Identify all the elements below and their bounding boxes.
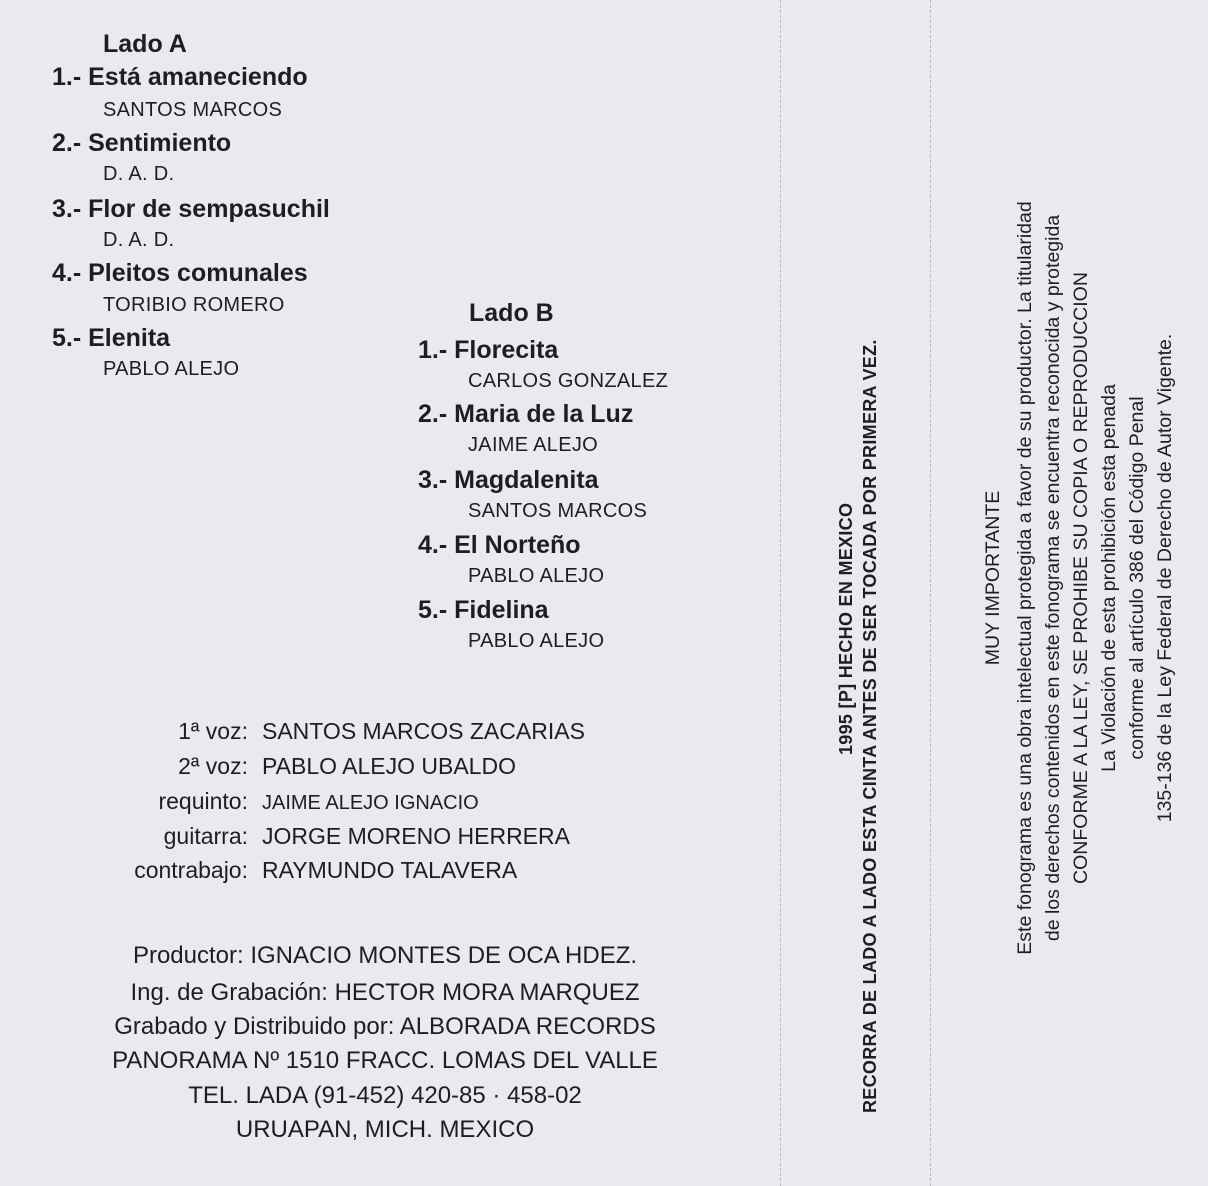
side-a-track-title: 3.- Flor de sempasuchil xyxy=(52,195,330,223)
producer-line: Productor: IGNACIO MONTES DE OCA HDEZ. xyxy=(132,942,638,969)
side-b-track-title: 1.- Florecita xyxy=(418,336,559,364)
side-a-track-author: PABLO ALEJO xyxy=(103,358,240,380)
side-a-track-title: 2.- Sentimiento xyxy=(52,129,232,157)
side-b-track-author: JAIME ALEJO xyxy=(468,434,599,456)
credit-role: 2ª voz: xyxy=(178,753,248,779)
notice-line: conforme al artículo 386 del Código Penal xyxy=(1126,396,1148,760)
side-a-track-author: SANTOS MARCOS xyxy=(103,99,283,121)
credit-role: 1ª voz: xyxy=(178,718,248,744)
credit-row xyxy=(40,823,570,850)
notice-line: La Violación de esta prohibición esta penada xyxy=(1098,384,1120,772)
side-a-track-author: D. A. D. xyxy=(103,229,175,251)
spine-copyright-line: 1995 [P] HECHO EN MEXICO xyxy=(836,502,856,755)
address-line: PANORAMA Nº 1510 FRACC. LOMAS DEL VALLE xyxy=(112,1047,658,1074)
credit-name: PABLO ALEJO UBALDO xyxy=(262,753,516,779)
side-b-track-author: CARLOS GONZALEZ xyxy=(468,370,669,392)
credit-row xyxy=(40,857,517,884)
credit-name: SANTOS MARCOS ZACARIAS xyxy=(262,718,585,744)
notice-line: Este fonograma es una obra intelectual protegida a favor de su productor. La titularidad xyxy=(1014,201,1036,955)
credit-name: RAYMUNDO TALAVERA xyxy=(262,857,518,883)
side-a-track-author: TORIBIO ROMERO xyxy=(103,294,285,316)
side-a-track-author: D. A. D. xyxy=(103,163,175,185)
side-a-track-title: 5.- Elenita xyxy=(52,324,171,352)
side-b-track-title: 2.- Maria de la Luz xyxy=(418,400,634,428)
side-a-track-title: 1.- Está amaneciendo xyxy=(52,63,308,91)
credit-role: guitarra: xyxy=(163,823,248,849)
notice-line: CONFORME A LA LEY, SE PROHIBE SU COPIA O REPRODUCCION xyxy=(1070,272,1092,884)
side-a-heading: Lado A xyxy=(103,30,187,58)
phone-line: TEL. LADA (91-452) 420-85 · 458-02 xyxy=(188,1082,582,1109)
side-b-heading: Lado B xyxy=(469,299,554,327)
side-b-track-author: PABLO ALEJO xyxy=(468,565,605,587)
side-b-track-author: SANTOS MARCOS xyxy=(468,500,648,522)
credit-name: JAIME ALEJO IGNACIO xyxy=(262,792,479,814)
side-b-track-title: 5.- Fidelina xyxy=(418,596,549,624)
credit-name: JORGE MORENO HERRERA xyxy=(262,823,570,849)
credit-row xyxy=(40,753,516,780)
side-b-track-title: 3.- Magdalenita xyxy=(418,466,599,494)
credit-role: requinto: xyxy=(158,788,248,814)
side-b-track-title: 4.- El Norteño xyxy=(418,531,581,559)
side-a-track-title: 4.- Pleitos comunales xyxy=(52,259,308,287)
notice-line: de los derechos contenidos en este fonograma se encuentra reconocida y protegida xyxy=(1042,214,1064,942)
notice-panel xyxy=(930,0,1208,1186)
city-line: URUAPAN, MICH. MEXICO xyxy=(235,1116,535,1143)
spine-rewind-notice: RECORRA DE LADO A LADO ESTA CINTA ANTES DE SER TOCADA POR PRIMERA VEZ. xyxy=(860,339,880,1113)
side-b-track-author: PABLO ALEJO xyxy=(468,630,605,652)
notice-heading: MUY IMPORTANTE xyxy=(982,490,1004,666)
credit-role: contrabajo: xyxy=(134,857,248,883)
credit-row xyxy=(40,788,479,815)
engineer-line: Ing. de Grabación: HECTOR MORA MARQUEZ xyxy=(130,979,640,1006)
distributor-line: Grabado y Distribuido por: ALBORADA RECORDS xyxy=(114,1013,656,1040)
spine-panel xyxy=(780,0,930,1186)
notice-line: 135-136 de la Ley Federal de Derecho de Autor Vigente. xyxy=(1154,333,1176,823)
credit-row xyxy=(40,718,585,745)
